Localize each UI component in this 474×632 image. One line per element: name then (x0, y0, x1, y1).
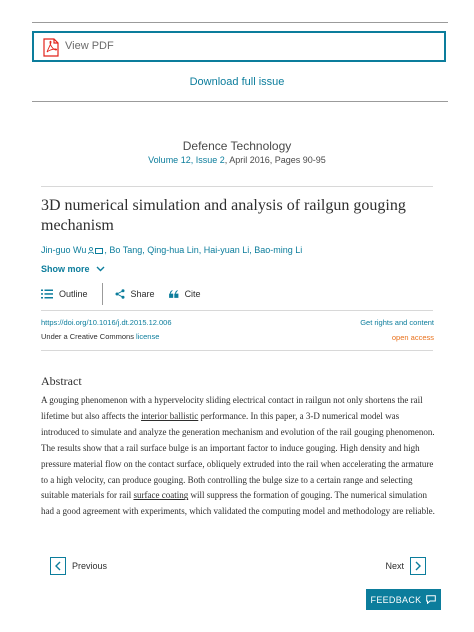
outline-list-icon (41, 289, 53, 299)
next-chevron-box (410, 557, 426, 575)
abstract-divider (41, 350, 433, 351)
volume-issue-link[interactable]: Volume 12, Issue 2 (148, 155, 225, 165)
chevron-down-icon (96, 266, 105, 272)
author-link[interactable]: Jin-guo Wu (41, 245, 87, 255)
cite-button[interactable] (169, 289, 201, 299)
chevron-right-icon (415, 561, 421, 571)
top-divider (32, 22, 448, 23)
abstract-part-2: performance. In this paper, a 3-D numerical model was introduced to simulate and analyze the generation mechanism and evolution of the rail gouging phenomenon. The results show that a rail surface bulge is an important factor to induce gouging. High density and high pressure material flow on the contact surface, obliquely extruded into the rail when accelerating the armature to a high velocity, can produce gouging. Both controlling the bulge size to a certain range and selecting suitable materials for rail (41, 410, 435, 501)
feedback-label: FEEDBACK (370, 594, 422, 605)
title-line-1: 3D numerical simulation and analysis of railgun gouging (41, 197, 406, 214)
pdf-icon (43, 38, 59, 57)
share-label: Share (130, 289, 155, 299)
download-full-issue-link[interactable]: Download full issue (189, 76, 285, 88)
section-divider (32, 101, 448, 102)
previous-button[interactable] (50, 557, 107, 575)
rights-link[interactable]: Get rights and content (360, 318, 434, 327)
journal-name[interactable]: Defence Technology (182, 139, 292, 153)
author-links[interactable]: , Bo Tang, Qing-hua Lin, Hai-yuan Li, Bao-ming Li (104, 245, 303, 255)
next-button[interactable] (385, 557, 426, 575)
email-icon[interactable] (95, 248, 103, 254)
view-pdf-label: View PDF (65, 40, 114, 52)
open-access-badge: open access (391, 333, 434, 342)
header-divider (41, 186, 433, 187)
title-line-2: mechanism (41, 217, 114, 234)
chevron-left-icon (55, 561, 61, 571)
abstract-heading: Abstract (41, 374, 82, 388)
person-icon[interactable] (88, 247, 94, 254)
article-title (41, 196, 436, 236)
cite-label: Cite (184, 289, 201, 299)
issue-info (0, 155, 474, 165)
quote-icon (169, 290, 179, 298)
license-info (41, 332, 159, 341)
next-label: Next (385, 561, 404, 571)
outline-button[interactable] (41, 289, 88, 299)
feedback-button[interactable] (366, 589, 441, 610)
surface-coating-link[interactable]: surface coating (133, 490, 189, 501)
author-list (41, 245, 302, 255)
show-more-label: Show more (41, 264, 90, 274)
show-more-button[interactable] (41, 264, 105, 274)
toolbar-divider (102, 283, 103, 305)
interior-ballistic-link[interactable]: interior ballistic (141, 410, 199, 421)
date-pages: , April 2016, Pages 90-95 (224, 155, 326, 165)
outline-label: Outline (59, 289, 88, 299)
license-link[interactable]: license (136, 332, 160, 341)
view-pdf-button[interactable] (32, 31, 446, 62)
previous-label: Previous (72, 561, 108, 571)
share-icon (115, 289, 125, 299)
previous-chevron-box (50, 557, 66, 575)
abstract-part-1: A gouging phenomenon with a hypervelocity sliding electrical contact in railgun not only shortens the rail lifetime but also affects the (41, 395, 423, 421)
abstract-part-3: will suppress the formation of gouging. The numerical simulation had a good agreement with experiments, which validated the computing model and methodology are reliable. (41, 490, 435, 517)
abstract-text (41, 393, 438, 520)
doi-link[interactable]: https://doi.org/10.1016/j.dt.2015.12.006 (41, 318, 172, 327)
article-toolbar (41, 286, 201, 302)
meta-divider (41, 310, 433, 311)
license-prefix: Under a Creative Commons (41, 332, 137, 341)
share-button[interactable] (115, 289, 155, 299)
chat-bubble-icon (426, 595, 436, 604)
